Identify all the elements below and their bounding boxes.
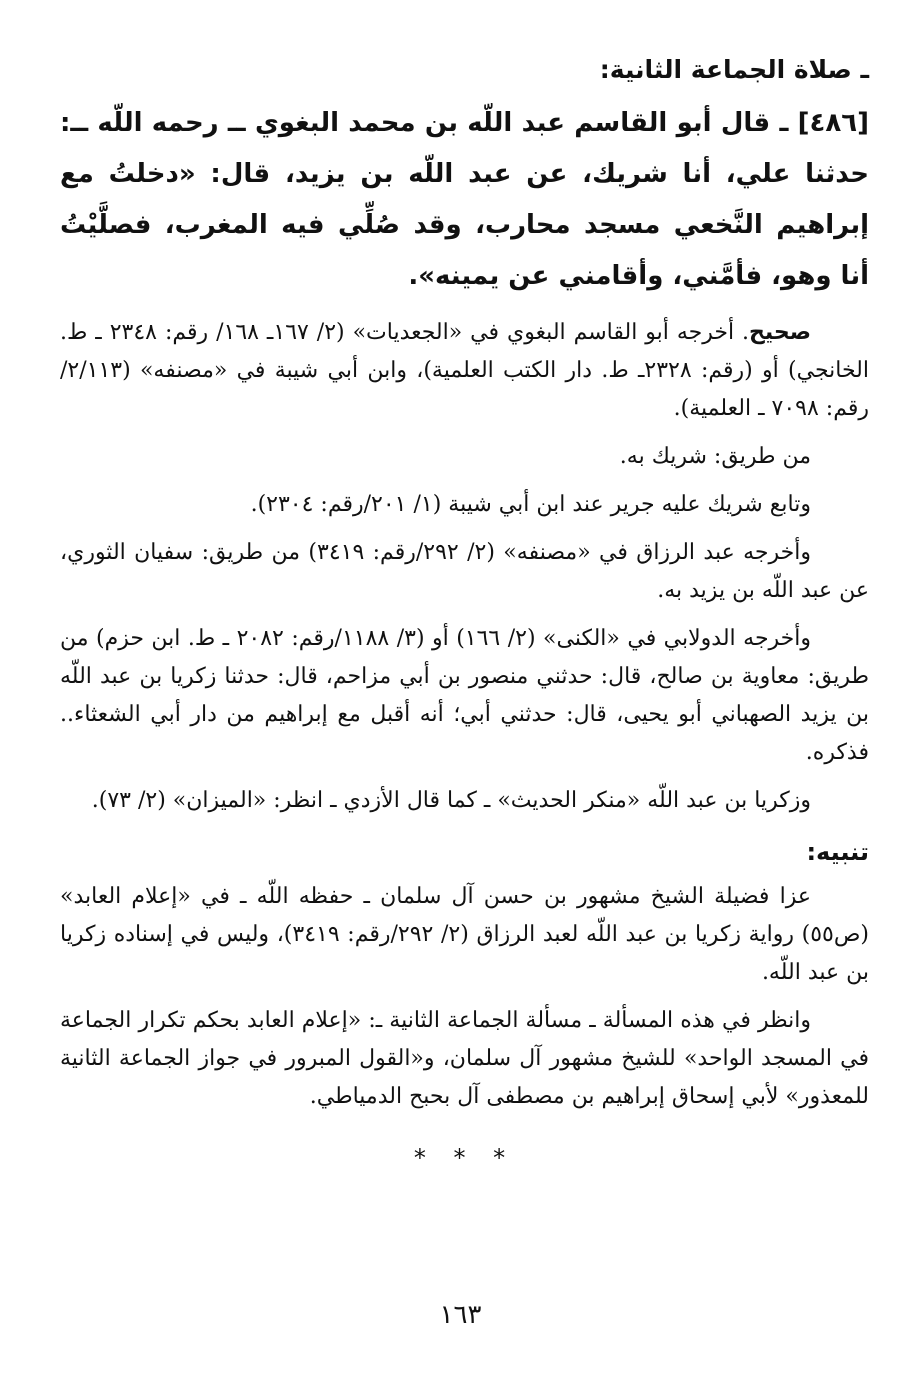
takhrij-paragraph-6: وزكريا بن عبد اللّه «منكر الحديث» ـ كما قال الأزدي ـ انظر: «الميزان» (٢/ ٧٣). [91,788,811,813]
takhrij-paragraph-1 [60,314,869,428]
page-number: ١٦٣ [439,1300,482,1330]
takhrij-paragraph-5: وأخرجه الدولابي في «الكنى» (٢/ ١٦٦) أو (٣/ ١١٨٨/رقم: ٢٠٨٢ ـ ط. ابن حزم) من طريق: معاوية بن صالح، قال: حدثني منصور بن أبي مزاحم، قال: حدثنا زكريا بن عبد اللّه بن يزيد الصهباني أبو يحيى، قال: حدثني أبي؛ أنه أقبل مع إبراهيم من دار أبي الشعثاء.. فذكره. [60,626,869,765]
takhrij-paragraph-2: من طريق: شريك به. [619,444,811,469]
note-title: تنبيه: [806,838,869,866]
takhrij-paragraph-4: وأخرجه عبد الرزاق في «مصنفه» (٢/ ٢٩٢/رقم: ٣٤١٩) من طريق: سفيان الثوري، عن عبد اللّه بن يزيد به. [60,540,869,603]
hadith-number: [٤٨٦] [797,108,869,138]
hadith-grade: صحيح [749,320,811,345]
takhrij-paragraph-3: وتابع شريك عليه جرير عند ابن أبي شيبة (١/ ٢٠١/رقم: ٢٣٠٤). [250,492,811,517]
section-separator: * * * [413,1144,516,1172]
takhrij-text-1: . أخرجه أبو القاسم البغوي في «الجعديات» (٢/ ١٦٧ـ ١٦٨/ رقم: ٢٣٤٨ ـ ط. الخانجي) أو (رقم: ٢٣٢٨ـ ط. دار الكتب العلمية)، وابن أبي شيبة في «مصنفه» (٢/١١٣/رقم: ٧٠٩٨ ـ العلمية). [60,320,869,421]
hadith-text [60,98,869,302]
hadith-body: ـ قال أبو القاسم عبد اللّه بن محمد البغوي ــ رحمه اللّه ــ: حدثنا علي، أنا شريك، عن عبد اللّه بن يزيد، قال: «دخلتُ مع إبراهيم النَّخعي مسجد محارب، وقد صُلِّي فيه المغرب، فصلَّيْتُ أنا وهو، فأمَّني، وأقامني عن يمينه». [60,108,869,291]
note-paragraph-2: وانظر في هذه المسألة ـ مسألة الجماعة الثانية ـ: «إعلام العابد بحكم تكرار الجماعة في المسجد الواحد» للشيخ مشهور آل سلمان، و«القول المبرور في جواز الجماعة الثانية للمعذور» لأبي إسحاق إبراهيم بن مصطفى آل بحبح الدمياطي. [60,1008,869,1109]
note-paragraph-1: عزا فضيلة الشيخ مشهور بن حسن آل سلمان ـ حفظه اللّه ـ في «إعلام العابد» (ص٥٥) رواية زكريا بن عبد اللّه لعبد الرزاق (٢/ ٢٩٢/رقم: ٣٤١٩)، وليس في إسناده زكريا بن عبد اللّه. [60,884,870,985]
section-title: ـ صلاة الجماعة الثانية: [599,55,869,84]
